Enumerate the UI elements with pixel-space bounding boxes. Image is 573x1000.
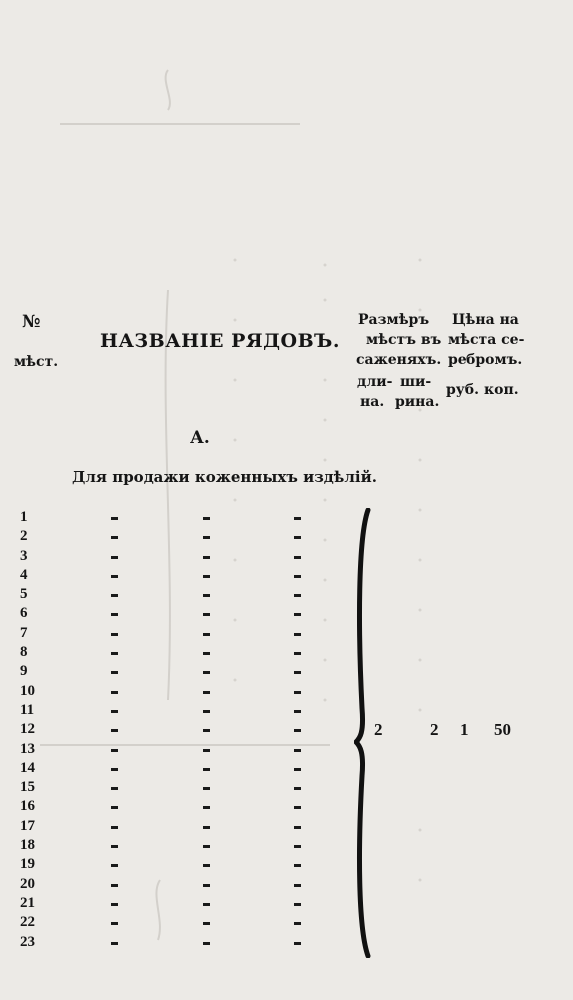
row-number: 8 [20,644,28,661]
row-number: 1 [20,509,28,525]
row-number: 5 [20,586,28,603]
row-number: 4 [20,566,28,583]
length-label-end: на. [360,394,385,410]
row-number: 6 [20,605,28,622]
rub-value: 1 [460,720,469,739]
section-subtitle: Для продажи коженныхъ издѣлій. [72,468,377,486]
length-label: дли- [357,374,393,390]
row-number: 15 [20,779,35,796]
row-number: 14 [20,759,35,776]
price-header-line2: мѣста се- [448,332,525,348]
row-number: 21 [20,894,35,911]
row-number: 17 [20,817,35,834]
ditto-column-2 [203,508,213,952]
kop-label: коп. [484,382,519,398]
price-header-line3-prefix: ре [448,352,467,368]
length-value: 2 [374,720,383,739]
row-number: 22 [20,914,35,931]
row-number: 18 [20,837,35,854]
row-number: 19 [20,856,35,873]
width-value: 2 [430,720,439,739]
width-label: ши- [400,374,432,390]
section-letter: А. [190,428,210,448]
size-header-line3: саженяхъ. [356,352,442,368]
row-number: 11 [20,701,35,718]
places-label: мѣст. [14,354,59,370]
row-number: 9 [20,663,28,680]
size-header-line2: мѣстъ въ [366,332,442,348]
number-sign: № [22,312,41,332]
row-numbers [20,508,44,952]
ditto-column-1 [111,508,121,952]
price-header-line3: бромъ. [466,352,523,368]
row-number: 10 [20,682,35,699]
table-title: НАЗВАНІЕ РЯДОВЪ. [100,330,340,352]
ditto-column-3 [294,508,304,952]
row-number: 23 [20,933,35,950]
row-number: 7 [20,624,28,641]
row-number: 16 [20,798,35,815]
row-number: 12 [20,721,35,738]
row-number: 2 [20,528,28,545]
row-number: 20 [20,875,35,892]
width-label-end: рина. [395,394,440,410]
rub-label: руб. [446,382,479,398]
kop-value: 50 [494,720,511,739]
row-number: 13 [20,740,35,757]
size-header-line1: Размѣръ [358,312,430,328]
row-number: 3 [20,547,28,564]
price-header-line1: Цѣна на [452,312,519,328]
